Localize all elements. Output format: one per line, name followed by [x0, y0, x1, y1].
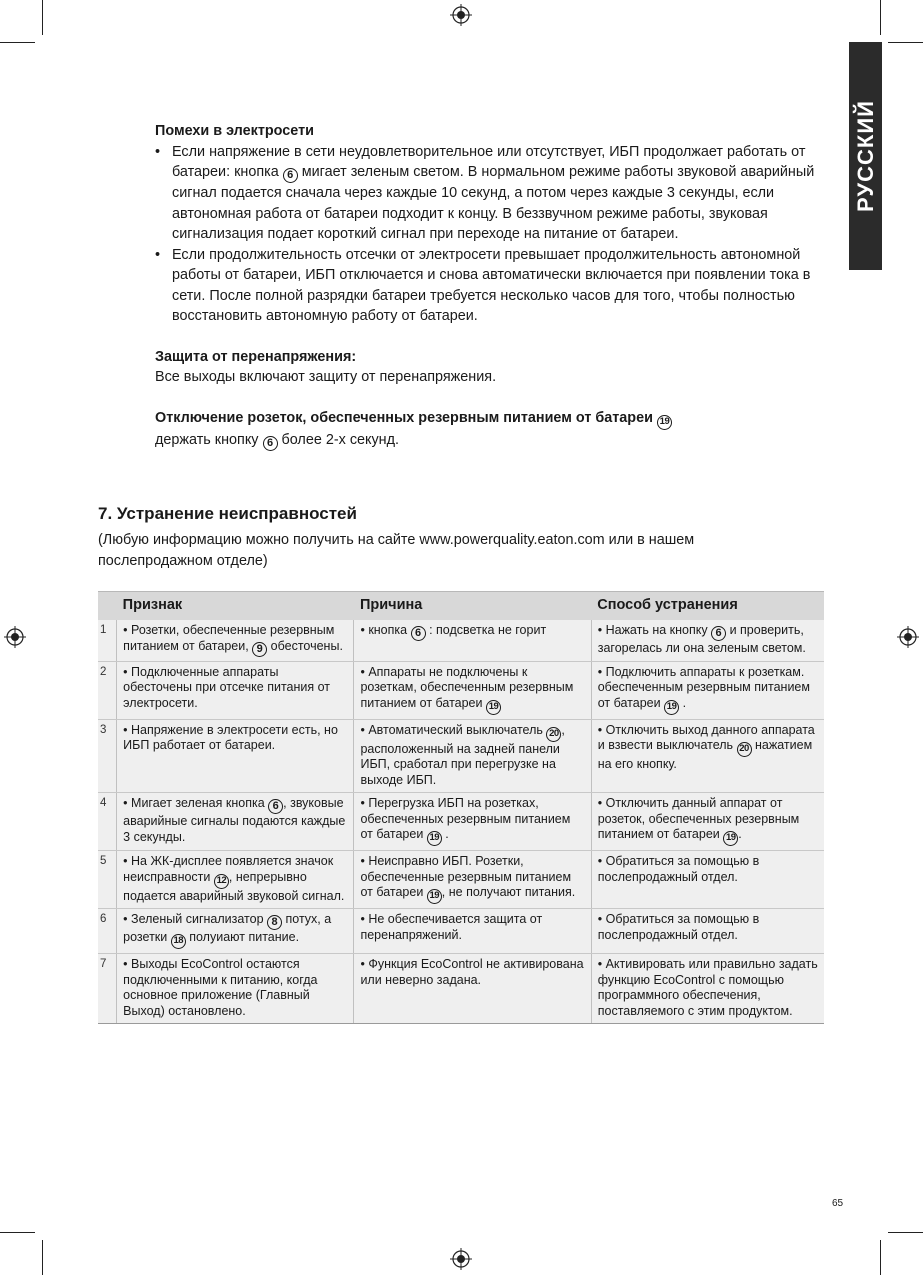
ref-number-badge: 20: [737, 742, 752, 757]
cell-text: На ЖК-дисплее появляется значок неисправности: [123, 854, 334, 884]
cell-text: Подключенные аппараты обесточены при отсечке питания от электросети.: [123, 664, 331, 710]
cell-text: .: [738, 827, 742, 841]
fix-cell: • Отключить данный аппарат от розеток, обеспеченных резервным питанием от батареи 19 .: [591, 793, 824, 851]
cell-text: Нажать на кнопку: [605, 623, 708, 637]
cell-text: Зеленый сигнализатор: [131, 912, 264, 926]
row-number: 2: [98, 661, 117, 719]
registration-mark-icon: [4, 626, 26, 648]
interference-heading: Помехи в электросети: [155, 123, 314, 139]
table-row: [98, 954, 824, 1024]
outlets-off-text-a: держать кнопку: [155, 431, 259, 448]
ref-number-badge: 18: [171, 934, 186, 949]
cell-text: .: [682, 695, 687, 710]
outlets-off-heading: [155, 408, 835, 430]
ref-number-badge: 12: [214, 874, 229, 889]
table-row: [98, 793, 824, 851]
header-cause: Причина: [354, 592, 591, 621]
row-number: 3: [98, 719, 117, 793]
cell-text: Мигает зеленая кнопка: [131, 796, 265, 810]
cause-cell: • Функция EcoControl не активирована или неверно задана.: [354, 954, 591, 1024]
ref-number-badge: 20: [546, 727, 561, 742]
table-row: [98, 851, 824, 909]
row-number: 4: [98, 793, 117, 851]
cause-cell: • Перегрузка ИБП на розетках, обеспеченных резервным питанием от батареи 19 .: [354, 793, 591, 851]
cell-text: обесточены.: [270, 638, 343, 653]
ref-number-badge: 6: [263, 436, 278, 451]
header-num: [98, 592, 117, 621]
header-fix: Способ устранения: [591, 592, 824, 621]
surge-heading: Защита от перенапряжения:: [155, 348, 357, 365]
section-intro: (Любую информацию можно получить на сайте www.powerquality.eaton.com или в нашем послепродажном отделе): [98, 532, 695, 569]
symptom-cell: • Подключенные аппараты обесточены при отсечке питания от электросети.: [117, 661, 354, 719]
ref-number-badge: 19: [664, 700, 679, 715]
ref-number-badge: 6: [283, 168, 298, 183]
list-item: [155, 142, 835, 245]
ref-number-badge: 19: [657, 415, 672, 430]
crop-mark: [888, 42, 923, 43]
fix-cell: • Активировать или правильно задать функцию EcoControl с помощью программного обеспечения, поставляемого с этим продуктом.: [591, 954, 824, 1024]
fix-cell: • Отключить выход данного аппарата и взвести выключатель 20 нажатием на его кнопку.: [591, 719, 824, 793]
cell-text: полуиают питание.: [189, 930, 300, 944]
list-item: [155, 245, 835, 327]
ref-number-badge: 19: [486, 700, 501, 715]
ref-number-badge: 6: [268, 799, 283, 814]
symptom-cell: • Розетки, обеспеченные резервным питанием от батареи, 9 обесточены.: [117, 620, 354, 661]
page-number: 65: [832, 1198, 844, 1209]
surge-text: Все выходы включают защиту от перенапряжения.: [155, 369, 497, 385]
crop-mark: [0, 1232, 35, 1233]
symptom-cell: • На ЖК-дисплее появляется значок неисправности 12 , непрерывно подается аварийный звуковой сигнал.: [117, 851, 354, 909]
cell-text: кнопка: [368, 623, 408, 637]
registration-mark-icon: [897, 626, 919, 648]
crop-mark: [0, 42, 35, 43]
cell-text: Активировать или правильно задать функцию EcoControl с помощью программного обеспечения, поставляемого с этим продуктом.: [597, 957, 818, 1018]
ref-number-badge: 9: [252, 642, 267, 657]
ref-number-badge: 19: [427, 889, 442, 904]
troubleshooting-table: [98, 591, 824, 1024]
cell-text: и проверить, загорелась ли она зеленым светом.: [597, 623, 806, 655]
bullet-text: мигает зеленым светом. В нормальном режиме работы звуковой аварийный сигнал подается сначала через каждые 10 секунд, а потом через каждые 3 секунды, если автономная работа от батареи подходит к концу. В беззвучном режиме работы, звуковая сигнализация подает короткий сигнал при переходе на питание от батареи.: [172, 164, 815, 242]
cell-text: Обратиться за помощью в послепродажный отдел.: [597, 912, 760, 942]
fix-cell: • Подключить аппараты к розеткам. обеспеченным резервным питанием от батареи 19 .: [591, 661, 824, 719]
table-row: [98, 909, 824, 954]
bullet-text: Если продолжительность отсечки от электросети превышает продолжительность автономной работы от батареи, ИБП отключается и снова автоматически включается при появлении тока в сети. После полной разрядки батареи требуется несколько часов для того, чтобы полностью восстановить автономную работу от батареи.: [172, 246, 811, 324]
bullet-text: Если напряжение в сети неудовлетворительное или отсутствует, ИБП продолжает работать от батареи: кнопка: [172, 143, 806, 180]
header-symptom: Признак: [117, 592, 354, 621]
row-number: 7: [98, 954, 117, 1024]
cell-text: , звуковые аварийные сигналы подаются каждые 3 секунды.: [123, 796, 346, 844]
cell-text: Автоматический выключатель: [368, 722, 543, 737]
cause-cell: • Неисправно ИБП. Розетки, обеспеченные резервным питанием от батареи 19 , не получают питания.: [354, 851, 591, 909]
cause-cell: • Не обеспечивается защита от перенапряжений.: [354, 909, 591, 954]
cell-text: , не получают питания.: [441, 885, 576, 899]
crop-mark: [888, 1232, 923, 1233]
registration-mark-icon: [450, 4, 472, 26]
section-title: 7. Устранение неисправностей: [98, 504, 357, 523]
fix-cell: • Обратиться за помощью в послепродажный отдел.: [591, 909, 824, 954]
symptom-cell: • Мигает зеленая кнопка 6 , звуковые аварийные сигналы подаются каждые 3 секунды.: [117, 793, 354, 851]
cell-text: : подсветка не горит: [429, 623, 547, 637]
cause-cell: • Автоматический выключатель 20 , расположенный на задней панели ИБП, сработал при перегрузке на выходе ИБП.: [354, 719, 591, 793]
outlets-off-text-b: более 2-х секунд.: [281, 431, 400, 448]
cell-text: .: [445, 827, 449, 841]
table-row: [98, 719, 824, 793]
outlets-off-text: [155, 430, 835, 451]
crop-mark: [42, 1240, 43, 1275]
ref-number-badge: 19: [723, 831, 738, 846]
crop-mark: [42, 0, 43, 35]
cell-text: Отключить выход данного аппарата и взвести выключатель: [597, 722, 815, 752]
cell-text: Обратиться за помощью в послепродажный отдел.: [597, 854, 760, 884]
fix-cell: • Обратиться за помощью в послепродажный отдел.: [591, 851, 824, 909]
crop-mark: [880, 0, 881, 35]
cell-text: Розетки, обеспеченные резервным питанием от батареи,: [123, 623, 335, 653]
cause-cell: • Аппараты не подключены к розеткам, обеспеченным резервным питанием от батареи 19: [354, 661, 591, 719]
table-header-row: [98, 592, 824, 621]
language-tab-label: РУССКИЙ: [852, 100, 878, 212]
registration-mark-icon: [450, 1248, 472, 1270]
cell-text: Отключить данный аппарат от розеток, обеспеченных резервным питанием от батареи: [597, 796, 800, 841]
ref-number-badge: 6: [411, 626, 426, 641]
crop-mark: [880, 1240, 881, 1275]
cell-text: Напряжение в электросети есть, но ИБП работает от батареи.: [123, 722, 338, 752]
row-number: 1: [98, 620, 117, 661]
cell-text: , расположенный на задней панели ИБП, сработал при перегрузке на выходе ИБП.: [360, 722, 565, 787]
row-number: 6: [98, 909, 117, 954]
fix-cell: • Нажать на кнопку 6 и проверить, загорелась ли она зеленым светом.: [591, 620, 824, 661]
cell-text: Подключить аппараты к розеткам. обеспеченным резервным питанием от батареи: [597, 664, 810, 710]
cell-text: нажатием на его кнопку.: [597, 738, 813, 771]
interference-list: [155, 142, 835, 327]
cell-text: Не обеспечивается защита от перенапряжений.: [360, 912, 543, 942]
cell-text: , непрерывно подается аварийный звуковой сигнал.: [123, 869, 345, 903]
outlets-off-heading-text: Отключение розеток, обеспеченных резервным питанием от батареи: [155, 409, 653, 426]
cell-text: Неисправно ИБП. Розетки, обеспеченные резервным питанием от батареи: [360, 854, 572, 899]
symptom-cell: • Выходы EcoControl остаются подключенными к питанию, когда основное приложение (Главный Выход) остановлено.: [117, 954, 354, 1024]
ref-number-badge: 19: [427, 831, 442, 846]
symptom-cell: • Зеленый сигнализатор 8 потух, а розетки 18 полуиают питание.: [117, 909, 354, 954]
cell-text: Функция EcoControl не активирована или неверно задана.: [360, 957, 584, 987]
symptom-cell: • Напряжение в электросети есть, но ИБП работает от батареи.: [117, 719, 354, 793]
cell-text: потух, а розетки: [123, 912, 332, 944]
power-interference-section: [155, 121, 835, 451]
table-row: [98, 620, 824, 661]
cell-text: Перегрузка ИБП на розетках, обеспеченных резервным питанием от батареи: [360, 796, 571, 841]
cause-cell: • кнопка 6 : подсветка не горит: [354, 620, 591, 661]
ref-number-badge: 8: [267, 915, 282, 930]
cell-text: Выходы EcoControl остаются подключенными к питанию, когда основное приложение (Главный Выход) остановлено.: [123, 957, 318, 1018]
cell-text: Аппараты не подключены к розеткам, обеспеченным резервным питанием от батареи: [360, 664, 574, 710]
ref-number-badge: 6: [711, 626, 726, 641]
table-row: [98, 661, 824, 719]
row-number: 5: [98, 851, 117, 909]
language-tab: [849, 42, 882, 270]
